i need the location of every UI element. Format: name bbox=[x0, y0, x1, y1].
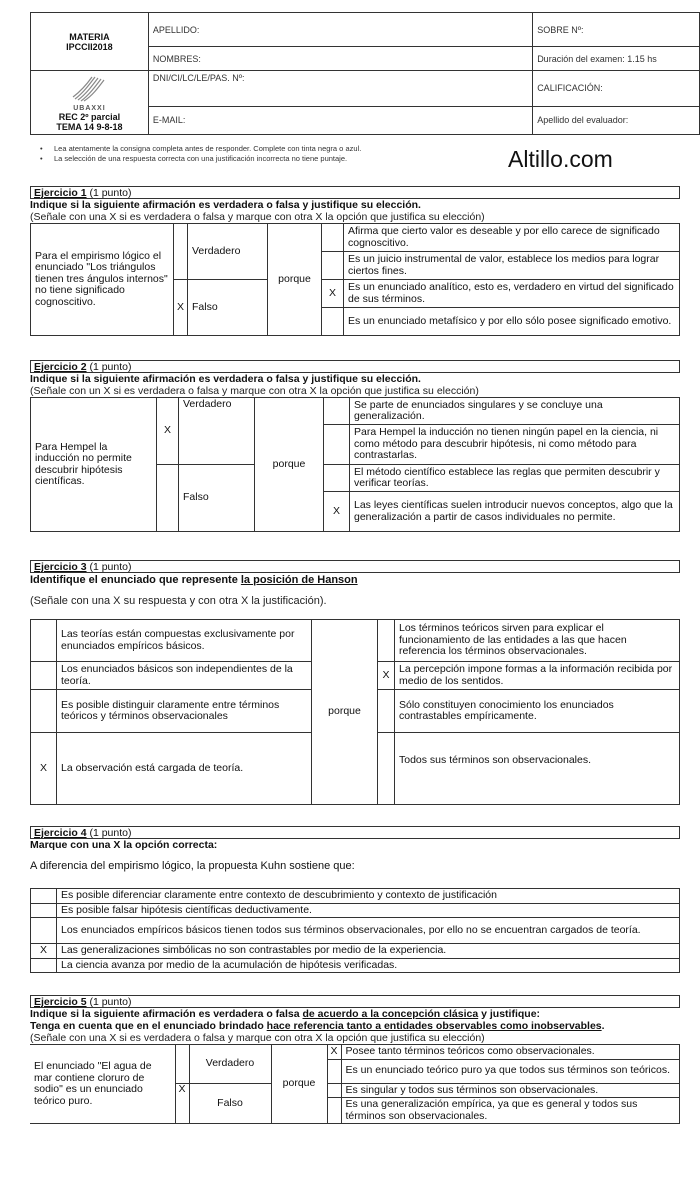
ej3-left-mark[interactable] bbox=[31, 662, 57, 690]
ej1-mark-false[interactable]: X bbox=[174, 280, 188, 336]
ejercicio-1 bbox=[30, 186, 680, 336]
ej5-opt-text: Posee tanto términos teóricos como observacionales. bbox=[341, 1045, 680, 1060]
ej1-question: Indique si la siguiente afirmación es verdadera o falsa y justifique su elección. bbox=[30, 199, 421, 211]
ej4-opt-text: Es posible diferenciar claramente entre contexto de descubrimiento y contexto de justificación bbox=[57, 889, 680, 904]
ej1-opt-text: Es un enunciado analítico, esto es, verdadero en virtud del significado de sus términos. bbox=[344, 280, 680, 308]
ej5-title: Ejercicio 5 (1 punto) bbox=[30, 995, 680, 1008]
ej3-right-mark[interactable]: X bbox=[378, 662, 395, 690]
ej3-title: Ejercicio 3 (1 punto) bbox=[30, 560, 680, 573]
nombres-field[interactable]: NOMBRES: bbox=[148, 47, 532, 71]
ej3-left-text: Los enunciados básicos son independientes de la teoría. bbox=[57, 662, 312, 690]
ej1-opt-mark[interactable] bbox=[322, 252, 344, 280]
logo-cell bbox=[31, 71, 149, 135]
ej2-false-label: Falso bbox=[179, 465, 255, 532]
materia-cell bbox=[31, 13, 149, 71]
ejercicio-4 bbox=[30, 826, 680, 973]
ej2-porque: porque bbox=[255, 398, 324, 532]
evaluador-field[interactable]: Apellido del evaluador: bbox=[533, 106, 700, 134]
ej4-opt-text: Los enunciados empíricos básicos tienen todos sus términos observacionales, por ello no se encuentran cargados de teoría. bbox=[57, 918, 680, 944]
ej1-opt-text: Es un enunciado metafísico y por ello sólo posee significado emotivo. bbox=[344, 308, 680, 336]
tema-label: TEMA 14 9-8-18 bbox=[56, 122, 123, 132]
ejercicio-5 bbox=[30, 995, 680, 1124]
ej1-false-label: Falso bbox=[188, 280, 268, 336]
ejercicio-3 bbox=[30, 560, 680, 805]
ej4-question: Marque con una X la opción correcta: bbox=[30, 839, 218, 851]
ej5-true-label: Verdadero bbox=[189, 1045, 271, 1084]
ej3-table bbox=[30, 619, 680, 805]
ej4-opt-mark[interactable] bbox=[31, 918, 57, 944]
calificacion-field[interactable]: CALIFICACIÓN: bbox=[533, 71, 700, 107]
instruction-item: • La selección de una respuesta correcta con una justificación incorrecta no tiene puntaje. bbox=[54, 154, 361, 164]
ej2-true-label: Verdadero bbox=[179, 398, 255, 465]
ej3-left-mark[interactable]: X bbox=[31, 733, 57, 805]
ej2-opt-mark[interactable] bbox=[324, 425, 350, 465]
materia-label: MATERIA bbox=[69, 31, 110, 42]
ej3-left-text: Es posible distinguir claramente entre términos teóricos y términos observacionales bbox=[57, 690, 312, 733]
ej2-opt-text: Las leyes científicas suelen introducir nuevos conceptos, algo que la generalización a partir de casos individuales no permite. bbox=[350, 492, 680, 532]
ej4-opt-mark[interactable]: X bbox=[31, 944, 57, 959]
watermark: Altillo.com bbox=[508, 146, 613, 172]
ej3-right-mark[interactable] bbox=[378, 690, 395, 733]
ejercicio-2 bbox=[30, 360, 680, 532]
ej4-table bbox=[30, 888, 680, 973]
ej2-mark-true[interactable]: X bbox=[157, 398, 179, 465]
ej1-true-label: Verdadero bbox=[188, 224, 268, 280]
instruction-item: • Lea atentamente la consigna completa antes de responder. Complete con tinta negra o azul. bbox=[54, 144, 361, 154]
ej5-mark-true[interactable] bbox=[175, 1045, 189, 1084]
ej2-question: Indique si la siguiente afirmación es verdadera o falsa y justifique su elección. bbox=[30, 373, 421, 385]
rec-label: REC 2º parcial bbox=[58, 112, 121, 122]
ej3-left-text: Las teorías están compuestas exclusivamente por enunciados empíricos básicos. bbox=[57, 620, 312, 662]
ej1-opt-text: Afirma que cierto valor es deseable y por ello carece de significado cognoscitivo. bbox=[344, 224, 680, 252]
ej3-left-mark[interactable] bbox=[31, 620, 57, 662]
ej1-title: Ejercicio 1 (1 punto) bbox=[30, 186, 680, 199]
ej4-title: Ejercicio 4 (1 punto) bbox=[30, 826, 680, 839]
ej4-opt-mark[interactable] bbox=[31, 889, 57, 904]
ej4-prompt: A diferencia del empirismo lógico, la propuesta Kuhn sostiene que: bbox=[30, 860, 355, 872]
ej4-opt-text: Es posible falsar hipótesis científicas deductivamente. bbox=[57, 903, 680, 918]
ej3-question: Identifique el enunciado que represente la posición de Hanson bbox=[30, 574, 358, 586]
ej5-opt-text: Es singular y todos sus términos son observacionales. bbox=[341, 1083, 680, 1098]
ej5-mark-false[interactable]: X bbox=[175, 1083, 189, 1124]
ej2-opt-text: El método científico establece las reglas que permiten descubrir y verificar teorías. bbox=[350, 465, 680, 492]
ej5-note: Tenga en cuenta que en el enunciado brindado hace referencia tanto a entidades observables como inobservables. bbox=[30, 1020, 605, 1032]
ej2-table bbox=[30, 397, 680, 532]
ej1-porque: porque bbox=[268, 224, 322, 336]
ej3-left-mark[interactable] bbox=[31, 690, 57, 733]
ej2-mark-false[interactable] bbox=[157, 465, 179, 532]
ej2-statement: Para Hempel la inducción no permite descubrir hipótesis científicas. bbox=[31, 398, 157, 532]
ej5-opt-mark[interactable] bbox=[327, 1059, 341, 1083]
ej4-opt-mark[interactable] bbox=[31, 958, 57, 973]
ej4-opt-text: Las generalizaciones simbólicas no son contrastables por medio de la experiencia. bbox=[57, 944, 680, 959]
ej1-opt-mark[interactable] bbox=[322, 308, 344, 336]
ubaxxi-logo-icon bbox=[69, 75, 109, 103]
ej5-opt-mark[interactable]: X bbox=[327, 1045, 341, 1060]
ej3-right-text: La percepción impone formas a la información recibida por medio de los sentidos. bbox=[395, 662, 680, 690]
ej2-opt-mark[interactable] bbox=[324, 398, 350, 425]
ej2-instructions: (Señale con un X si es verdadera o falsa y marque con otra X la opción que justifica su elección) bbox=[30, 385, 479, 397]
materia-code: IPCCII2018 bbox=[66, 41, 113, 52]
ej5-porque: porque bbox=[271, 1045, 327, 1124]
ej5-opt-text: Es una generalización empírica, ya que es general y todos sus términos son observacionales. bbox=[341, 1098, 680, 1124]
ej1-table bbox=[30, 223, 680, 336]
ej5-opt-mark[interactable] bbox=[327, 1098, 341, 1124]
ej3-instructions: (Señale con una X su respuesta y con otra X la justificación). bbox=[30, 595, 327, 607]
ej2-opt-text: Para Hempel la inducción no tienen ningún papel en la ciencia, ni como método para descubrir hipótesis, ni como método para contrastarlas. bbox=[350, 425, 680, 465]
ej1-instructions: (Señale con una X si es verdadera o falsa y marque con otra X la opción que justifica su elección) bbox=[30, 211, 485, 223]
ej3-right-text: Todos sus términos son observacionales. bbox=[395, 733, 680, 805]
ej1-opt-mark[interactable] bbox=[322, 224, 344, 252]
dni-field[interactable]: DNI/CI/LC/LE/PAS. Nº: bbox=[148, 71, 532, 107]
exam-header bbox=[30, 12, 700, 135]
ej5-opt-mark[interactable] bbox=[327, 1083, 341, 1098]
ej5-question: Indique si la siguiente afirmación es verdadera o falsa de acuerdo a la concepción clásica y justifique: bbox=[30, 1008, 541, 1020]
ej3-porque: porque bbox=[312, 620, 378, 805]
ej2-opt-mark[interactable] bbox=[324, 465, 350, 492]
ej1-mark-true[interactable] bbox=[174, 224, 188, 280]
ej3-left-text: La observación está cargada de teoría. bbox=[57, 733, 312, 805]
ej4-opt-text: La ciencia avanza por medio de la acumulación de hipótesis verificadas. bbox=[57, 958, 680, 973]
ej2-opt-text: Se parte de enunciados singulares y se concluye una generalización. bbox=[350, 398, 680, 425]
logo-text: UBAXXI bbox=[73, 105, 106, 112]
ej5-table bbox=[30, 1044, 680, 1124]
ej4-opt-mark[interactable] bbox=[31, 903, 57, 918]
ej3-right-text: Los términos teóricos sirven para explicar el funcionamiento de las entidades a las que hacen referencia los términos observacionales. bbox=[395, 620, 680, 662]
ej3-right-text: Sólo constituyen conocimiento los enunciados contrastables empíricamente. bbox=[395, 690, 680, 733]
ej5-false-label: Falso bbox=[189, 1083, 271, 1124]
ej3-right-mark[interactable] bbox=[378, 733, 395, 805]
ej2-opt-mark[interactable]: X bbox=[324, 492, 350, 532]
ej5-opt-text: Es un enunciado teórico puro ya que todos sus términos son teóricos. bbox=[341, 1059, 680, 1083]
apellido-field[interactable]: APELLIDO: bbox=[148, 13, 532, 47]
ej1-statement: Para el empirismo lógico el enunciado "Los triángulos tienen tres ángulos internos" no tiene significado cognoscitivo. bbox=[31, 224, 174, 336]
ej5-statement: El enunciado "El agua de mar contiene cloruro de sodio" es un enunciado teórico puro. bbox=[30, 1045, 175, 1124]
ej2-title: Ejercicio 2 (1 punto) bbox=[30, 360, 680, 373]
ej1-opt-mark[interactable]: X bbox=[322, 280, 344, 308]
duracion-label: Duración del examen: 1.15 hs bbox=[533, 47, 700, 71]
ej1-opt-text: Es un juicio instrumental de valor, establece los medios para lograr ciertos fines. bbox=[344, 252, 680, 280]
instructions bbox=[54, 144, 361, 164]
ej5-instructions: (Señale con una X si es verdadera o falsa y marque con otra X la opción que justifica su elección) bbox=[30, 1032, 485, 1044]
ej3-right-mark[interactable] bbox=[378, 620, 395, 662]
sobre-field[interactable]: SOBRE Nº: bbox=[533, 13, 700, 47]
email-field[interactable]: E-MAIL: bbox=[148, 106, 532, 134]
